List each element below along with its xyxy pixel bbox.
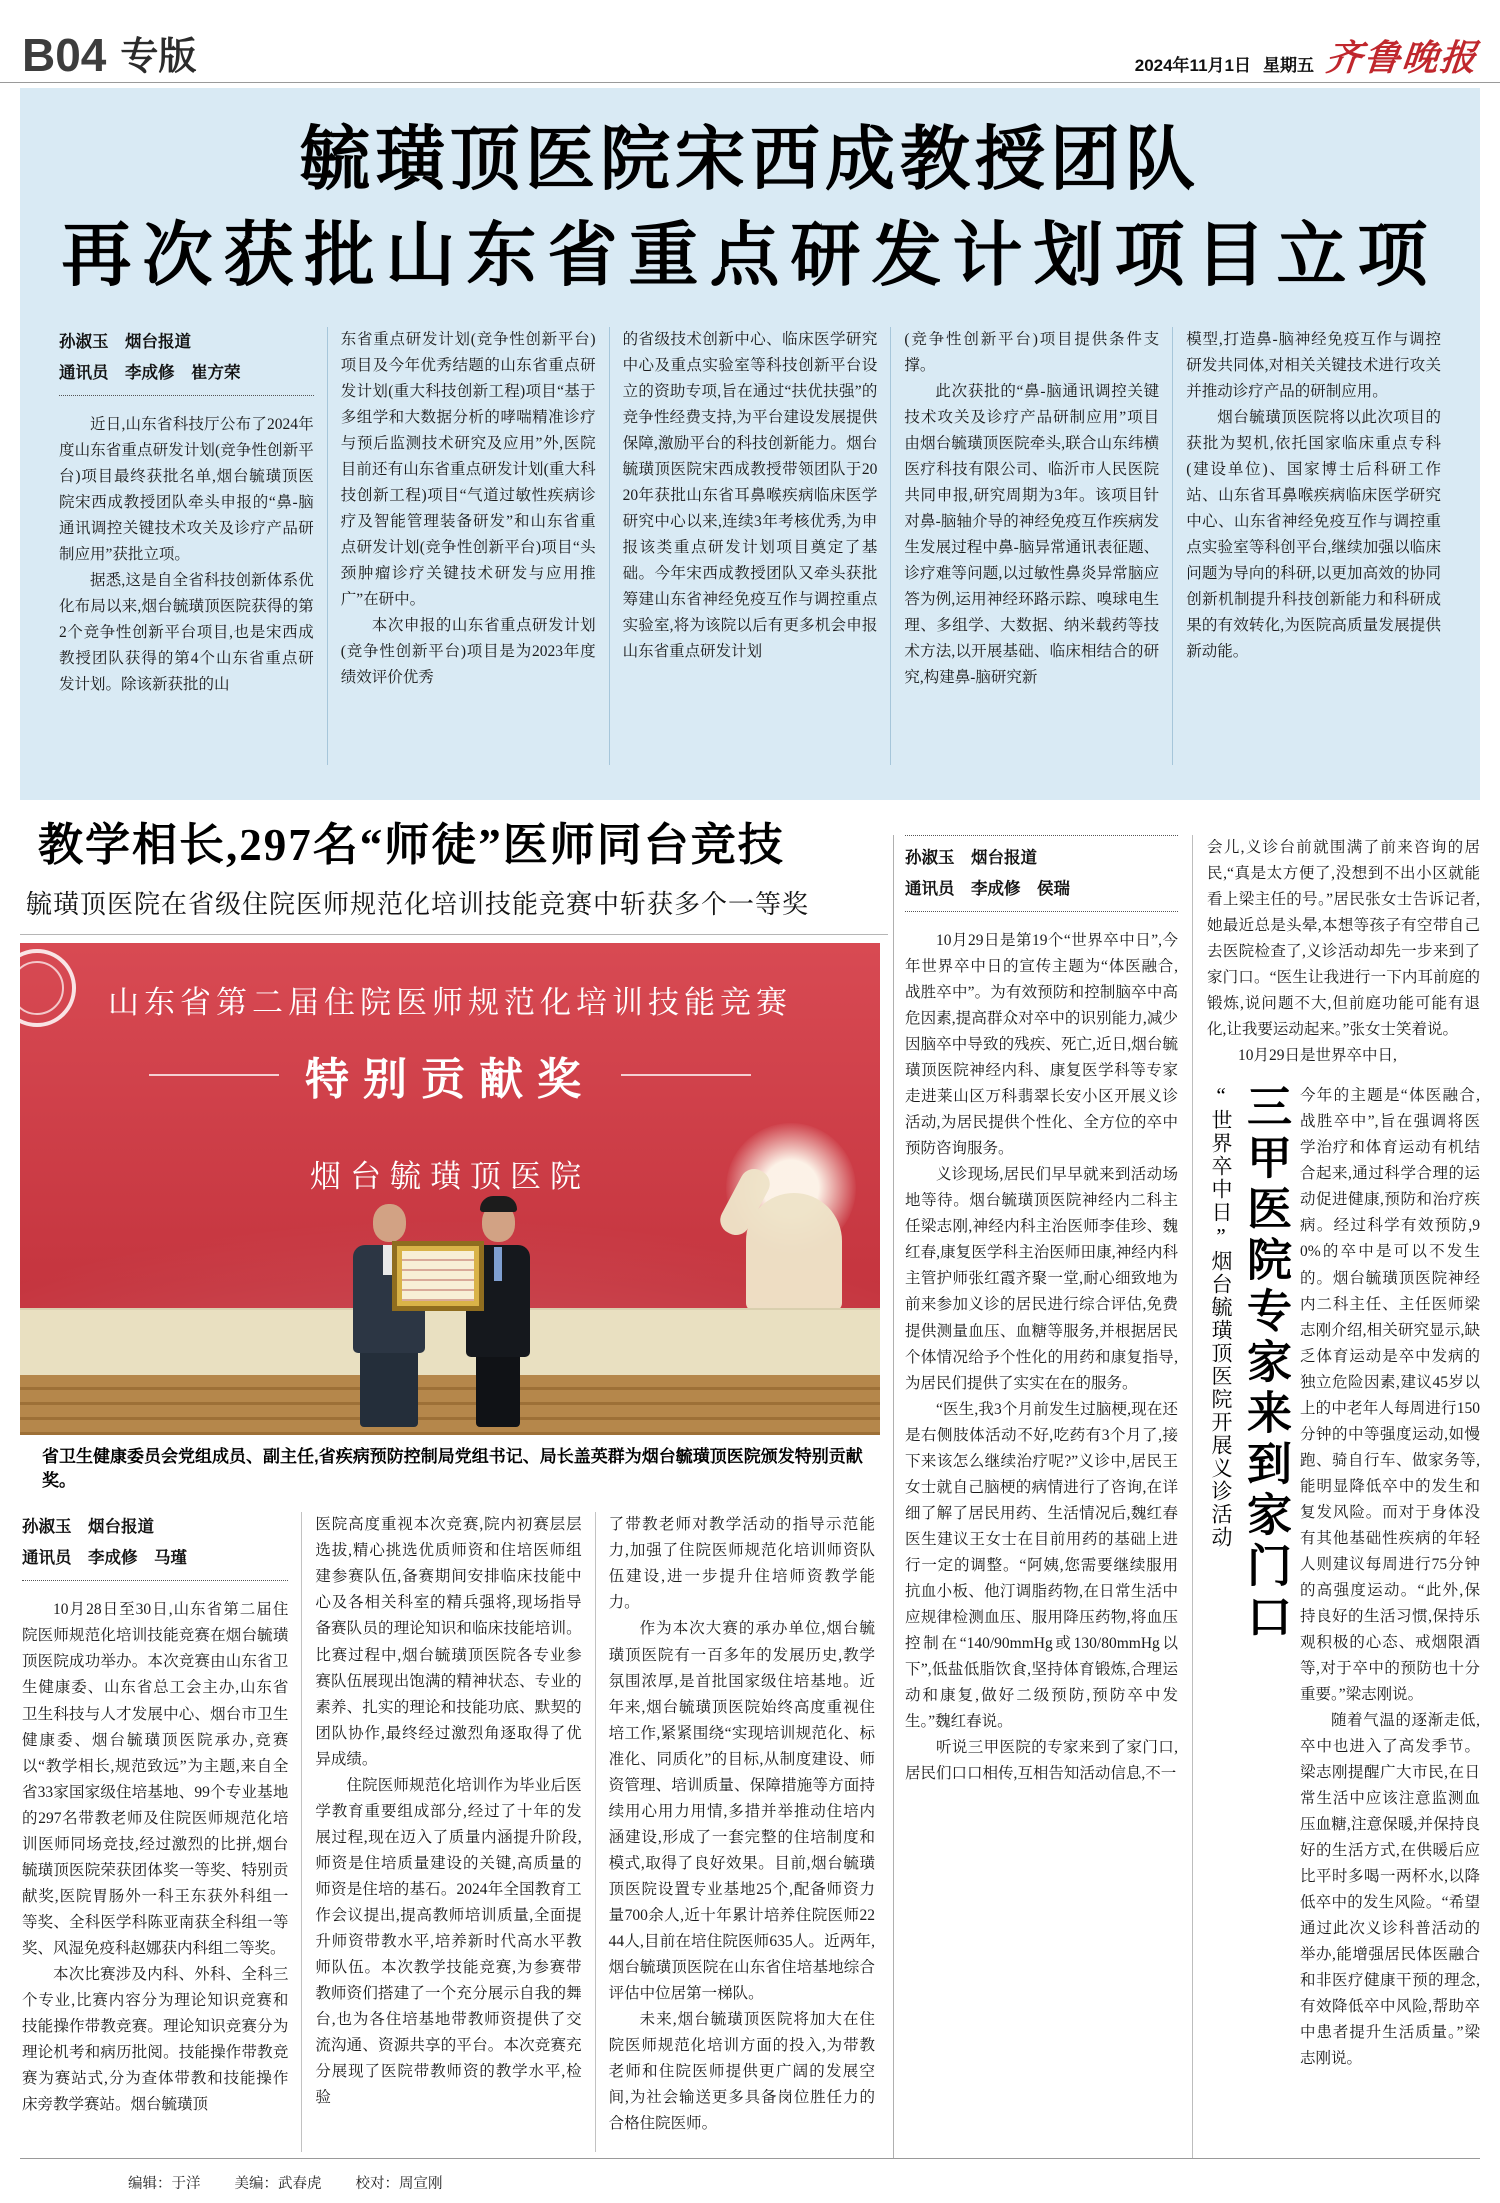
article1-headline-line2: 再次获批山东省重点研发计划项目立项 xyxy=(61,217,1439,295)
column xyxy=(905,835,1193,2158)
article3-vertical-headline-block xyxy=(1207,1083,1290,2072)
column xyxy=(1300,1083,1480,2072)
award-recipient-figure xyxy=(462,1196,534,1427)
column xyxy=(890,327,1172,765)
article-training-competition xyxy=(20,820,888,2158)
column xyxy=(301,1512,594,2152)
article3-headline-row xyxy=(1207,1083,1480,2072)
body-paragraph: 住院医师规范化培训作为毕业后医学教育重要组成部分,经过了十年的发展过程,现在迈入了质量内涵提升阶段,师资是住培质量建设的关键,高质量的师资是住培的基石。2024年全国教育工作会议提出,提高教师培训质量,全面提升师资带教水平,培养新时代高水平教师队伍。本次教学技能竞赛,为参赛带教师资们搭建了一个充分展示自我的舞台,也为各住培基地带教师资提供了交流沟通、资源共享的平台。本次竞赛充分展现了医院带教师资的教学水平,检验 xyxy=(315,1776,582,2107)
article3-vertical-subtitle: “世界卒中日”烟台毓璜顶医院开展义诊活动 xyxy=(1209,1083,1233,1550)
section-label: 专版 xyxy=(120,36,197,79)
page-header-left xyxy=(22,29,197,81)
photo-caption: 省卫生健康委员会党组成员、副主任,省疾病预防控制局党组书记、局长盖英群为烟台毓璜顶医院颁发特别贡献奖。 xyxy=(42,1446,863,1490)
body-paragraph: 的省级技术创新中心、临床医学研究中心及重点实验室等科技创新平台设立的资助专项,旨在通过“扶优扶强”的竞争性经费支持,为平台建设发展提供保障,激励平台的科技创新能力。烟台毓璜顶医院宋西成教授带领团队于2020年获批山东省耳鼻喉疾病临床医学研究中心以来,连续3年考核优秀,为申报该类重点研发计划项目奠定了基础。今年宋西成教授团队又牵头获批筹建山东省神经免疫互作与调控重点实验室,将为该院以后有更多机会申报山东省重点研发计划 xyxy=(622,331,878,661)
award-plaque xyxy=(392,1241,484,1311)
article-divider xyxy=(893,835,894,2158)
person-legs xyxy=(476,1357,520,1427)
photo-banner-line1: 山东省第二届住院医师规范化培训技能竞赛 xyxy=(108,984,792,1020)
divider xyxy=(20,934,888,935)
footer-proofreader: 校对：周宣刚 xyxy=(355,2176,443,2192)
body-paragraph: 10月29日是世界卒中日, xyxy=(1238,1047,1397,1065)
body-paragraph: 10月28日至30日,山东省第二届住院医师规范化培训技能竞赛在烟台毓璜顶医院成功举办。本次竞赛由山东省卫生健康委、山东省总工会主办,山东省卫生科技与人才发展中心、烟台市卫生健康委、烟台毓璜顶医院承办,竞赛以“教学相长,规范致远”为主题,来自全省33家国家级住培基地、99个专业基地的297名带教老师及住院医师规范化培训医师同场竞技,经过激烈的比拼,烟台毓璜顶医院荣获团体奖一等奖、特别贡献奖,医院胃肠外一科王东获外科组一等奖、全科医学科陈亚南获全科组一等奖、风湿免疫科赵娜获内科组二等奖。 xyxy=(22,1601,289,1957)
column xyxy=(20,1512,301,2152)
article-research-grant xyxy=(20,88,1480,800)
body-paragraph: 今年的主题是“体医融合,战胜卒中”,旨在强调将医学治疗和体育运动有机结合起来,通过科学合理的运动促进健康,预防和治疗疾病。经过科学有效预防,90%的卒中是可以不发生的。烟台毓璜顶医院神经内二科主任、主任医师梁志刚介绍,相关研究显示,缺乏体育运动是卒中发病的独立危险因素,建议45岁以上的中老年人每周进行150分钟的中等强度运动,如慢跑、骑自行车、做家务等,能明显降低卒中的发生和复发风险。而对于身体没有其他基础性疾病的年轻人则建议每周进行75分钟的高强度运动。“此外,保持良好的生活习惯,保持乐观积极的心态、戒烟限酒等,对于卒中的预防也十分重要。”梁志刚说。 xyxy=(1300,1087,1480,1703)
body-paragraph: 模型,打造鼻-脑神经免疫互作与调控研发共同体,对相关关键技术进行攻关并推动诊疗产品的研制应用。 xyxy=(1186,331,1441,401)
award-presenter-figure xyxy=(350,1204,428,1427)
body-paragraph: 医院高度重视本次竞赛,院内初赛层层选拔,精心挑选优质师资和住培医师组建参赛队伍,备赛期间安排临床技能中心及各相关科室的精兵强将,现场指导备赛队员的理论知识和临床技能培训。比赛过程中,烟台毓璜顶医院各专业参赛队伍展现出饱满的精神状态、专业的素养、扎实的理论和技能功底、默契的团队协作,最终经过激烈角逐取得了优异成绩。 xyxy=(315,1516,582,1768)
banner-decorative-line xyxy=(621,1074,751,1076)
column xyxy=(1172,327,1454,765)
body-paragraph: 近日,山东省科技厅公布了2024年度山东省重点研发计划(竞争性创新平台)项目最终获批名单,烟台毓璜顶医院宋西成教授团队牵头申报的“鼻-脑通讯调控关键技术攻关及诊疗产品研制应用”获批立项。 xyxy=(59,416,314,564)
photo-banner-line3: 烟台毓璜顶医院 xyxy=(310,1158,590,1194)
byline xyxy=(905,835,1178,912)
date-label: 2024年11月1日 xyxy=(1134,56,1251,75)
byline-correspondents: 通讯员 李成修 马瑾 xyxy=(22,1548,187,1567)
body-paragraph: 随着气温的逐渐走低,卒中也进入了高发季节。梁志刚提醒广大市民,在日常生活中应该注意监测血压血糖,注意保暖,并保持良好的生活方式,在供暖后应比平时多喝一两杯水,以降低卒中的发生风险。“希望通过此次义诊科普活动的举办,能增强居民体医融合和非医疗健康干预的理念,有效降低卒中风险,帮助卒中患者提升生活质量。”梁志刚说。 xyxy=(1300,1712,1480,2068)
byline-correspondents: 通讯员 李成修 崔方荣 xyxy=(59,363,241,382)
article3-right-section xyxy=(1193,835,1480,2158)
byline xyxy=(59,327,314,396)
award-ceremony-photo xyxy=(20,943,880,1435)
article2-headline: 教学相长,297名“师徒”医师同台竞技 xyxy=(38,820,785,870)
body-paragraph: 了带教老师对教学活动的指导示范能力,加强了住院医师规范化培训师资队伍建设,进一步提升住培师资教学能力。 xyxy=(608,1516,875,1612)
body-paragraph: (竞争性创新平台)项目提供条件支撑。 xyxy=(904,331,1160,375)
body-paragraph: 据悉,这是自全省科技创新体系优化布局以来,烟台毓璜顶医院获得的第2个竞争性创新平台项目,也是宋西成教授团队获得的第4个山东省重点研发计划。除该新获批的山 xyxy=(59,572,314,694)
weekday-label: 星期五 xyxy=(1262,56,1314,75)
body-paragraph: 作为本次大赛的承办单位,烟台毓璜顶医院有一百多年的发展历史,教学氛围浓厚,是首批国家级住培基地。近年来,烟台毓璜顶医院始终高度重视住培工作,紧紧围绕“实现培训规范化、标准化、同质化”的目标,从制度建设、师资管理、培训质量、保障措施等方面持续用心用力用情,多措并举推动住培内涵建设,形成了一套完整的住培制度和模式,取得了良好效果。目前,烟台毓璜顶医院设置专业基地25个,配备师资力量700余人,近十年累计培养住院医师2244人,目前在培住院医师635人。近两年,烟台毓璜顶医院在山东省住培基地综合评估中位居第一梯队。 xyxy=(608,1620,875,2002)
byline-reporter: 孙淑玉 烟台报道 xyxy=(59,333,191,351)
page-header xyxy=(22,16,1481,81)
article2-columns xyxy=(20,1512,888,2152)
column xyxy=(609,327,891,765)
body-paragraph: 会儿,义诊台前就围满了前来咨询的居民,“真是太方便了,没想到不出小区就能看上梁主任的号。”居民张女士告诉记者,她最近总是头晕,本想等孩子有空带自己去医院检查了,义诊活动却先一步来到了家门口。“医生让我进行一下内耳前庭的锻炼,说问题不大,但前庭功能可能有退化,让我要运动起来。”张女士笑着说。 xyxy=(1207,839,1480,1039)
byline-correspondents: 通讯员 李成修 侯瑞 xyxy=(905,879,1070,898)
column xyxy=(327,327,609,765)
photo-banner-award-title: 特别贡献奖 xyxy=(305,1054,595,1104)
person-legs xyxy=(360,1353,418,1427)
body-paragraph: 义诊现场,居民们早早就来到活动场地等待。烟台毓璜顶医院神经内二科主任梁志刚,神经内科主治医师李佳珍、魏红春,康复医学科主治医师田康,神经内科主管护师张红霞齐聚一堂,耐心细致地为前来参加义诊的居民进行综合评估,免费提供测量血压、血糖等服务,并根据居民个体情况给予个性化的用药和康复指导,为居民们提供了实实在在的服务。 xyxy=(905,1166,1178,1392)
edition-label: B04 xyxy=(22,29,107,81)
masthead-logo: 齐鲁晚报 xyxy=(1323,38,1481,78)
body-paragraph: 10月29日是第19个“世界卒中日”,今年世界卒中日的宣传主题为“体医融合,战胜卒中”。为有效预防和控制脑卒中高危因素,提高群众对卒中的识别能力,减少因脑卒中导致的残疾、死亡,近日,烟台毓璜顶医院神经内科、康复医学科等专家走进莱山区万科翡翠长安小区开展义诊活动,为居民提供个性化、全方位的卒中预防咨询服务。 xyxy=(905,932,1178,1158)
article-community-clinic xyxy=(905,835,1480,2158)
person-hair xyxy=(480,1196,517,1212)
person-head xyxy=(373,1204,406,1242)
award-plaque-face xyxy=(402,1251,474,1301)
article1-headline-line1: 毓璜顶医院宋西成教授团队 xyxy=(300,122,1200,199)
column xyxy=(595,1512,888,2152)
body-paragraph: 烟台毓璜顶医院将以此次项目的获批为契机,依托国家临床重点专科(建设单位)、国家博士后科研工作站、山东省耳鼻喉疾病临床医学研究中心、山东省神经免疫互作与调控重点实验室等科创平台,继续加强以临床问题为导向的科研,以更加高效的协同创新机制提升科技创新能力和科研成果的有效转化,为医院高质量发展提供新动能。 xyxy=(1186,409,1441,661)
byline xyxy=(22,1512,288,1581)
body-paragraph: “医生,我3个月前发生过脑梗,现在还是右侧肢体活动不好,吃药有3个月了,接下来该怎么继续治疗呢?”义诊中,居民王女士就自己脑梗的病情进行了咨询,在详细了解了居民用药、生活情况后,魏红春医生建议王女士在目前用药的基础上进行一定的调整。“阿姨,您需要继续服用抗血小板、他汀调脂药物,在日常生活中应规律检测血压、服用降压药物,将血压控制在“140/90mmHg或130/80mmHg以下”,低盐低脂饮食,坚持体育锻炼,合理运动和康复,做好二级预防,预防卒中发生。”魏红春说。 xyxy=(905,1400,1178,1730)
body-paragraph: 本次申报的山东省重点研发计划(竞争性创新平台)项目是为2023年度绩效评价优秀 xyxy=(340,617,596,687)
photo-banner-line2 xyxy=(20,1043,880,1107)
column xyxy=(46,327,327,765)
body-paragraph: 此次获批的“鼻-脑通讯调控关键技术攻关及诊疗产品研制应用”项目由烟台毓璜顶医院牵头,联合山东纬横医疗科技有限公司、临沂市人民医院共同申报,研究周期为3年。该项目针对鼻-脑轴介导的神经免疫互作疾病发生发展过程中鼻-脑异常通讯表征题、诊疗难等问题,以过敏性鼻炎异常脑应答为例,运用神经环路示踪、嗅球电生理、多组学、大数据、纳米载药等技术方法,以开展基础、临床相结合的研究,构建鼻-脑研究新 xyxy=(904,383,1160,687)
byline-reporter: 孙淑玉 烟台报道 xyxy=(905,849,1037,867)
page-footer xyxy=(20,2158,1480,2193)
body-paragraph: 东省重点研发计划(竞争性创新平台)项目及今年优秀结题的山东省重点研发计划(重大科技创新工程)项目“基于多组学和大数据分析的哮喘精准诊疗与预后监测技术研究及应用”外,医院目前还有山东省重点研发计划(重大科技创新工程)项目“气道过敏性疾病诊疗及智能管理装备研发”和山东省重点研发计划(竞争性创新平台)项目“头颈肿瘤诊疗关键技术研发与应用推广”在研中。 xyxy=(340,331,596,609)
stage-floor xyxy=(20,1375,880,1435)
page-header-right xyxy=(1134,38,1481,78)
byline-reporter: 孙淑玉 烟台报道 xyxy=(22,1518,154,1537)
body-paragraph: 未来,烟台毓璜顶医院将加大在住院医师规范化培训方面的投入,为带教老师和住院医师提供更广阔的发展空间,为社会输送更多具备岗位胜任力的合格住院医师。 xyxy=(608,2010,875,2133)
footer-editor: 编辑：于洋 xyxy=(128,2176,201,2192)
article3-vertical-headline: 三甲医院专家来到家门口 xyxy=(1240,1083,1290,1645)
footer-art-editor: 美编：武春虎 xyxy=(234,2176,322,2192)
article2-subtitle: 毓璜顶医院在省级住院医师规范化培训技能竞赛中斩获多个一等奖 xyxy=(26,889,810,919)
badge-lanyard xyxy=(494,1247,502,1281)
header-divider xyxy=(0,82,1500,83)
trophy-statue xyxy=(746,1193,842,1311)
banner-decorative-line xyxy=(149,1074,279,1076)
article1-columns xyxy=(46,327,1454,765)
stage-wall xyxy=(20,1308,880,1375)
body-paragraph: 本次比赛涉及内科、外科、全科三个专业,比赛内容分为理论知识竞赛和技能操作带教竞赛。理论知识竞赛分为理论机考和病历批阅。技能操作带教竞赛为赛站式,分为查体带教和技能操作床旁教学赛站。烟台毓璜顶 xyxy=(22,1965,289,2113)
body-paragraph: 听说三甲医院的专家来到了家门口,居民们口口相传,互相告知活动信息,不一 xyxy=(905,1739,1178,1783)
